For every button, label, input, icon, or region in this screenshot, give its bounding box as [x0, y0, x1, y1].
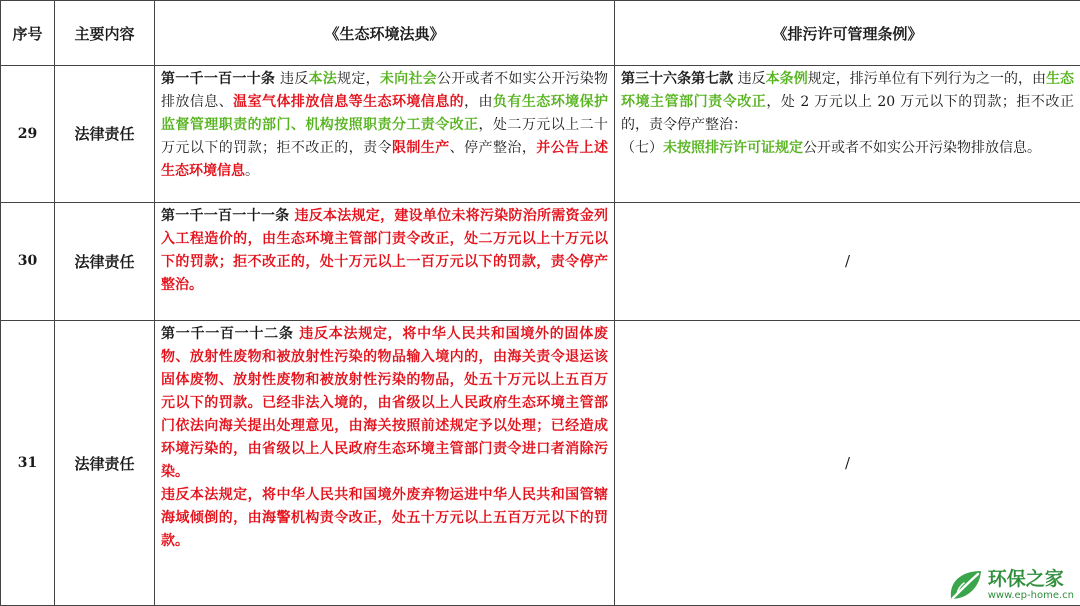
text-segment: 第一千一百一十二条: [161, 326, 294, 343]
row-topic: 法律责任: [55, 321, 155, 606]
header-row: [1, 1, 1080, 66]
text-segment: 第三十六条第七款: [621, 71, 734, 88]
table-row: [1, 321, 1080, 606]
text-segment: 规定，: [337, 71, 380, 88]
watermark: [947, 568, 1074, 602]
text-segment: 本法: [308, 71, 338, 88]
text-segment: 并公告上述生态环境信息: [161, 140, 609, 180]
text-segment: ，处二万元以上二十万元以下的罚款；拒不改正的，责令: [161, 117, 609, 157]
header-permit-regulation: 《排污许可管理条例》: [615, 1, 1080, 66]
text-segment: ，由: [464, 94, 493, 111]
text-segment: 负有生态环境保护监督管理职责的部门、机构按照职责分工责令改正: [161, 94, 609, 134]
leaf-logo-icon: [947, 568, 985, 602]
text-segment: 规定，排污单位有下列行为之一的，由: [807, 71, 1047, 88]
text-segment: 违反: [733, 71, 766, 88]
text-segment: 限制生产: [391, 140, 450, 157]
text-segment: 温室气体排放信息等生态环境信息的: [233, 94, 465, 111]
text-segment: 违反本法规定，将中华人民共和国境外废弃物运进中华人民共和国管辖海域倾倒的，由海警机构责令改正，处五十万元以上五百万元以下的罚款。: [161, 487, 608, 550]
row-topic: 法律责任: [55, 66, 155, 202]
text-segment: 未向社会: [379, 71, 437, 88]
text-segment: 第一千一百一十一条: [161, 207, 290, 224]
permit-regulation-article: [615, 66, 1080, 202]
text-segment: 违反本法规定，建设单位未将污染防治所需资金列入工程造价的，由生态环境主管部门责令改正，处二万元以上十万元以下的罚款；拒不改正的，处十万元以上一百万元以下的罚款，责令停产整治。: [161, 207, 608, 293]
watermark-url: www.ep-home.cn: [987, 590, 1074, 601]
text-segment: 违反: [275, 71, 309, 88]
eco-code-article: [155, 202, 615, 320]
header-main-content: 主要内容: [55, 1, 155, 66]
text-segment: 未按照排污许可证规定: [663, 140, 803, 157]
text-segment: ，处 2 万元以上 20 万元以下的罚款；拒不改正的，责令停产整治：: [621, 94, 1074, 134]
row-number: 31: [1, 321, 55, 606]
watermark-name: 环保之家: [987, 568, 1064, 590]
text-segment: 公开或者不如实公开污染物排放信息、: [161, 71, 609, 111]
permit-regulation-empty: /: [615, 202, 1080, 320]
header-eco-code: 《生态环境法典》: [155, 1, 615, 66]
text-segment: 生态环境主管部门责令改正: [621, 71, 1075, 111]
row-number: 29: [1, 66, 55, 202]
row-topic: 法律责任: [55, 202, 155, 320]
table-row: [1, 202, 1080, 320]
header-index: 序号: [1, 1, 55, 66]
row-number: 30: [1, 202, 55, 320]
eco-code-article: [155, 321, 615, 606]
text-segment: 、停产整治，: [449, 140, 537, 157]
text-segment: 第一千一百一十条: [161, 71, 276, 88]
text-segment: （七）: [621, 140, 663, 157]
eco-code-article: [155, 66, 615, 202]
text-segment: 本条例: [765, 71, 808, 88]
text-segment: 。: [245, 163, 259, 180]
table-row: [1, 66, 1080, 202]
text-segment: 公开或者不如实公开污染物排放信息。: [803, 140, 1041, 157]
text-segment: 违反本法规定，将中华人民共和国境外的固体废物、放射性废物和被放射性污染的物品输入境内的，由海关责令退运该固体废物、放射性废物和被放射性污染的物品，处五十万元以上五百万元以下的罚款。已经非法入境的，由省级以上人民政府生态环境主管部门依法向海关提出处理意见，由海关按照前述规定予以处理；已经造成环境污染的，由省级以上人民政府生态环境主管部门责令进口者消除污染。: [161, 326, 609, 481]
permit-regulation-empty: /: [615, 321, 1080, 606]
